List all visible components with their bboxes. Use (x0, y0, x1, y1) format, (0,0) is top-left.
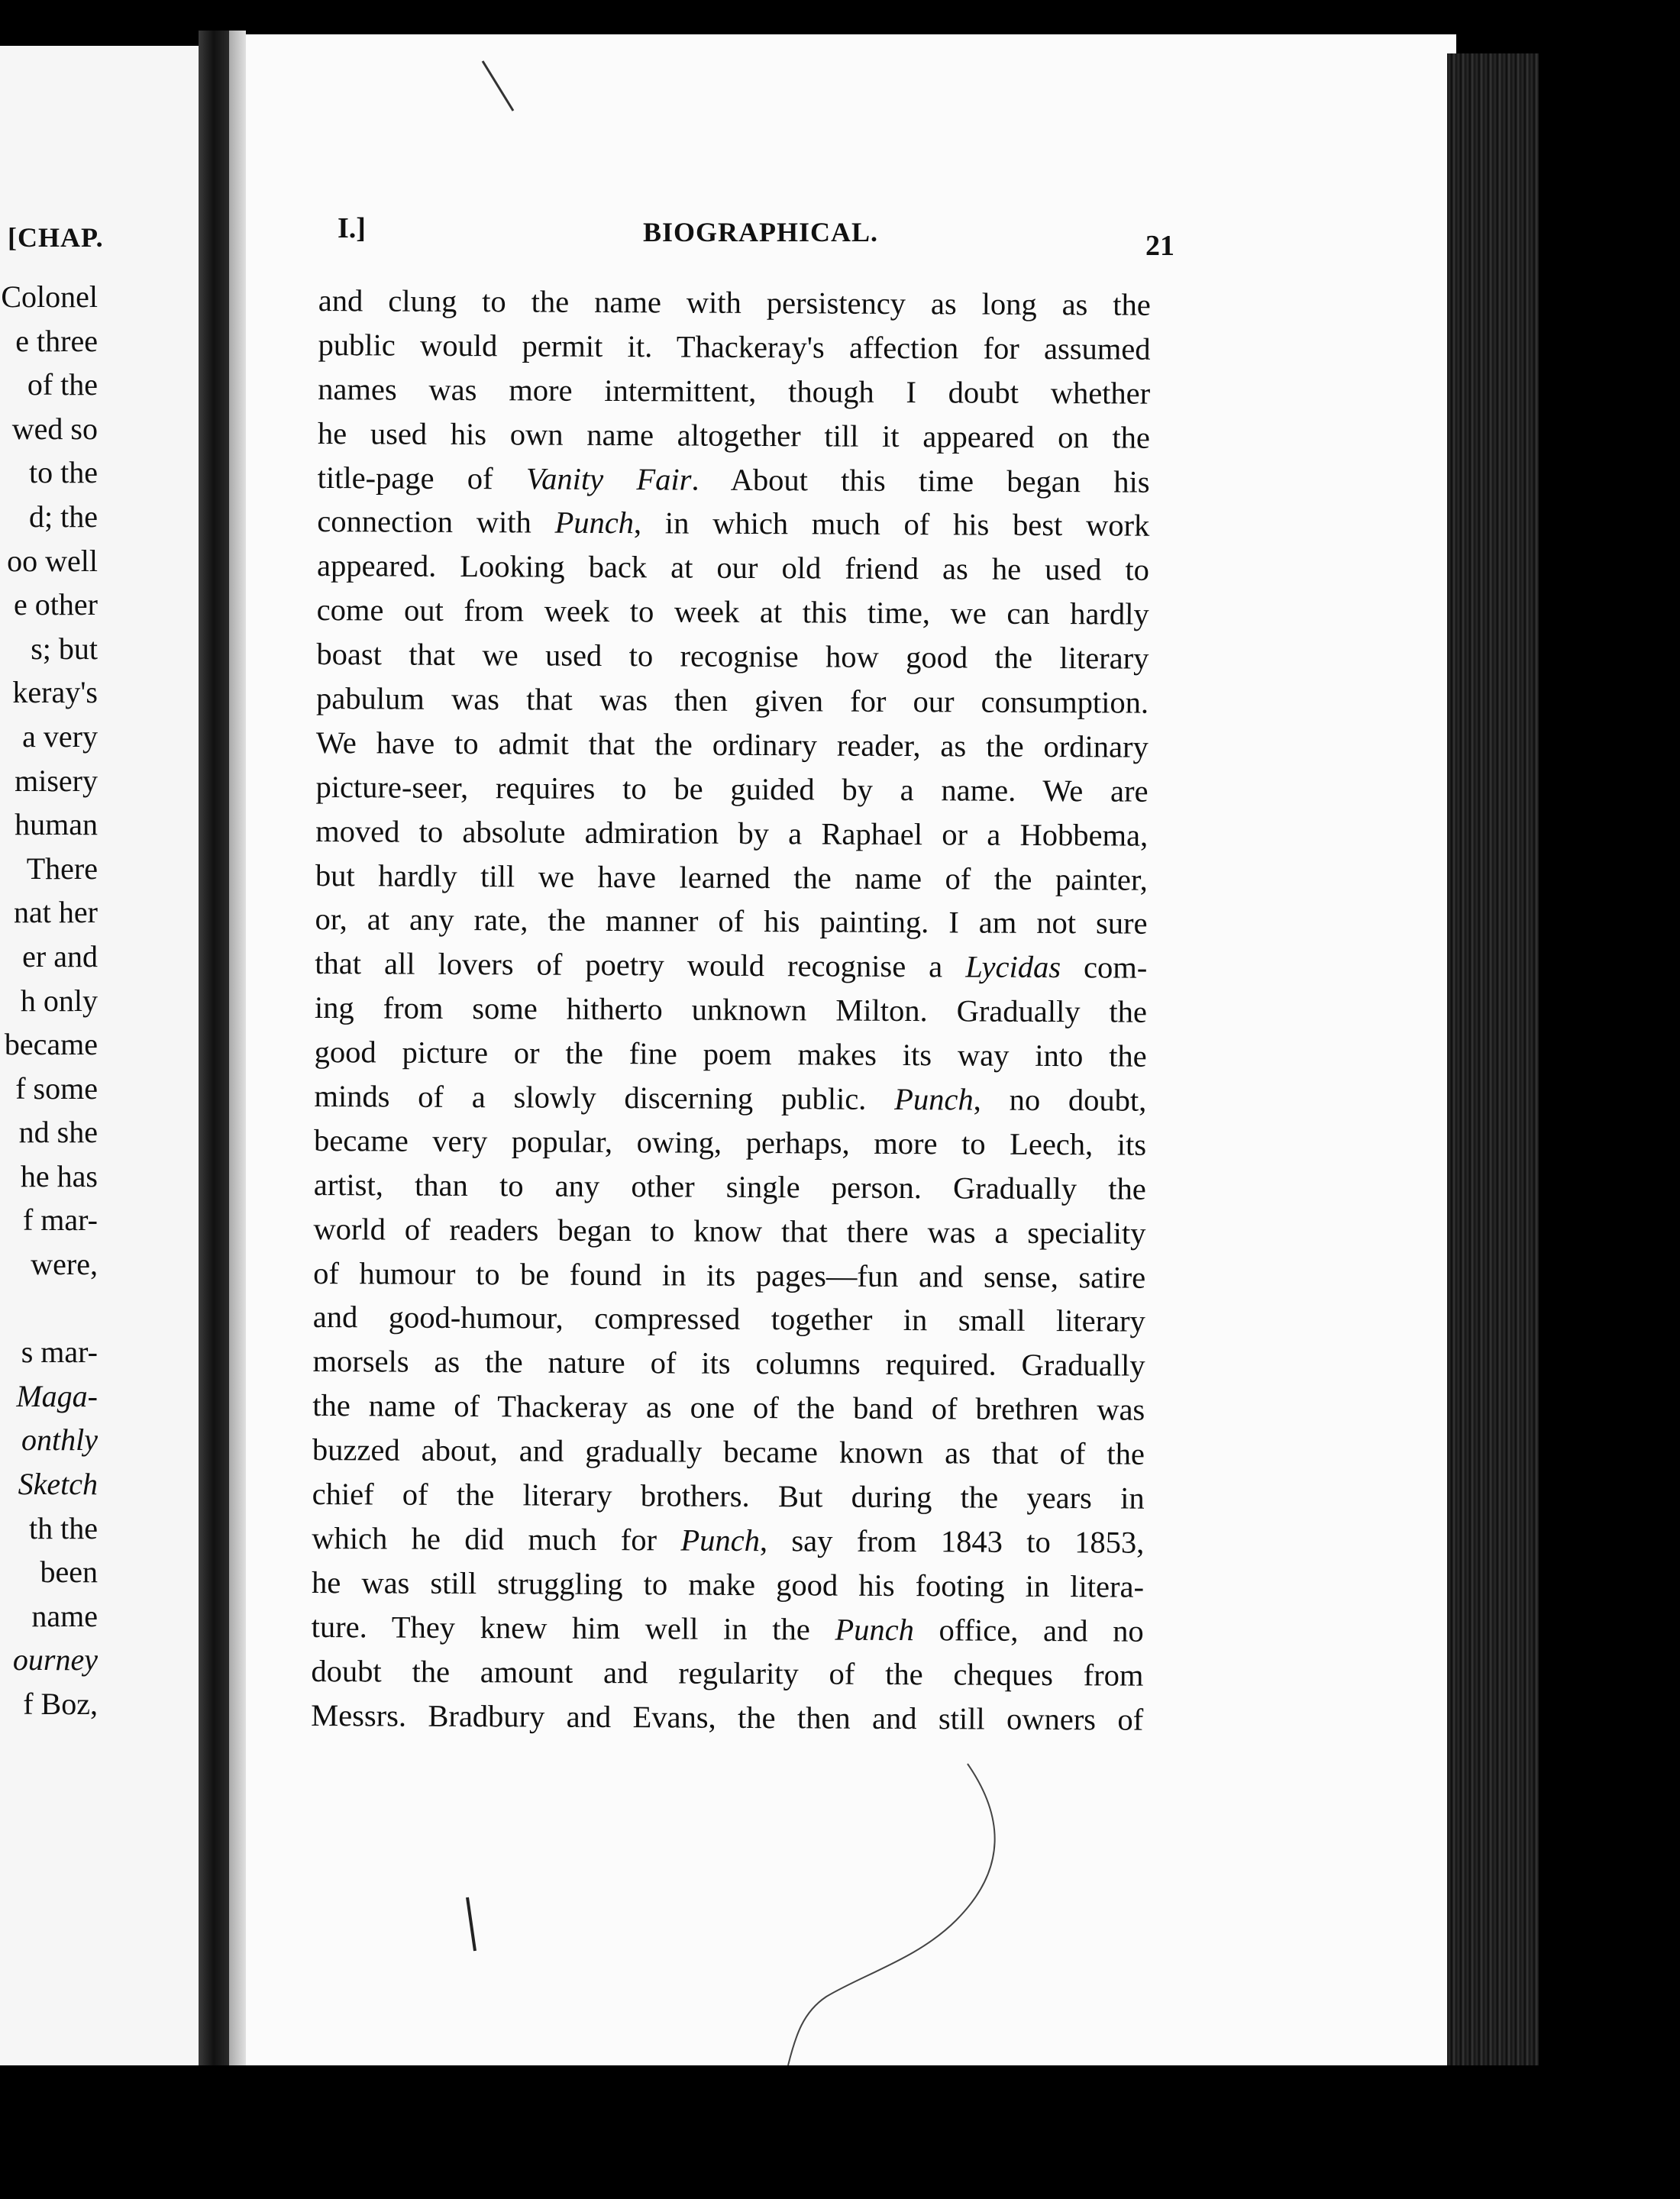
text-line: th the (29, 1510, 98, 1545)
text-line: misery (15, 763, 98, 798)
text-line: pabulum was that was then given for our consumption. (316, 681, 1149, 720)
text-line: Messrs. Bradbury and Evans, the then and still owners of (311, 1697, 1144, 1737)
text-line: the name of Thackeray as one of the band of brethren was (312, 1388, 1145, 1427)
text-line: connection with Punch, in which much of his best work (317, 504, 1150, 544)
text-line: or, at any rate, the manner of his painting. I am not sure (315, 902, 1148, 941)
text-line: morsels as the nature of its columns required. Gradually (312, 1344, 1145, 1384)
text-line: appeared. Looking back at our old friend as he used to (316, 548, 1150, 588)
chapter-marker: I.] (338, 212, 366, 244)
text-line: been (40, 1555, 98, 1590)
text-line: buzzed about, and gradually became known as that of the (312, 1432, 1145, 1471)
text-line: artist, than to any other single person. Gradually the (313, 1167, 1146, 1206)
scan-border-bottom (0, 2065, 1680, 2199)
text-line: good picture or the fine poem makes its way into the (314, 1035, 1147, 1074)
text-line: ture. They knew him well in the Punch office, and no (311, 1609, 1144, 1648)
text-line: s; but (31, 631, 98, 666)
text-line: f mar- (22, 1203, 98, 1238)
text-line: e other (14, 587, 98, 622)
text-line: became (4, 1027, 98, 1062)
text-line: chief of the literary brothers. But during the years in (312, 1477, 1145, 1516)
text-line: to the (29, 455, 98, 490)
text-line: he used his own name altogether till it appeared on the (317, 415, 1151, 455)
text-line: and good-humour, compressed together in small literary (312, 1300, 1145, 1339)
text-line: f Boz, (23, 1687, 98, 1721)
text-line: nd she (18, 1115, 98, 1150)
text-line: moved to absolute admiration by a Raphael or a Hobbema, (315, 813, 1149, 853)
text-line: er and (22, 938, 98, 974)
book-gutter (199, 31, 229, 2092)
scan-border-top (0, 0, 1680, 37)
text-line: human (15, 807, 98, 842)
text-line: a very (22, 718, 98, 754)
text-line: of humour to be found in its pages—fun and sense, satire (313, 1255, 1146, 1295)
page-number: 21 (1145, 230, 1174, 262)
left-running-head: [CHAP. (8, 222, 104, 253)
text-line: minds of a slowly discerning public. Punch, no doubt, (314, 1079, 1147, 1118)
left-page (0, 46, 199, 2077)
text-line: ourney (12, 1642, 98, 1678)
text-line: wed so (11, 411, 98, 446)
left-page-text (0, 275, 98, 1726)
text-line: but hardly till we have learned the name of the painter, (315, 857, 1149, 897)
text-line: he was still struggling to make good his footing in litera- (311, 1564, 1145, 1604)
text-line: public would permit it. Thackeray's affection for assumed (318, 327, 1151, 366)
text-line: d; the (29, 499, 98, 534)
text-line: Sketch (18, 1467, 98, 1502)
text-line: s mar- (21, 1335, 98, 1370)
text-line: and clung to the name with persistency as long as the (318, 283, 1151, 322)
text-line: come out from week to week at this time, we can hardly (316, 593, 1149, 631)
text-line: Colonel (1, 279, 98, 314)
text-line: keray's (12, 675, 98, 710)
text-line: became very popular, owing, perhaps, more to Leech, its (313, 1122, 1147, 1162)
text-line: were, (31, 1247, 98, 1282)
text-line: nat her (14, 895, 98, 930)
text-line: which he did much for Punch, say from 1843 to 1853, (312, 1520, 1145, 1560)
text-line: title-page of Vanity Fair. About this time began his (317, 460, 1150, 499)
text-line: he has (20, 1158, 98, 1193)
text-line: names was more intermittent, though I doubt whether (318, 371, 1151, 411)
text-line: There (26, 851, 98, 886)
text-line: that all lovers of poetry would recognise a Lycidas com- (315, 946, 1148, 986)
text-line: ing from some hitherto unknown Milton. Gradually the (314, 990, 1148, 1029)
right-page (246, 34, 1456, 2065)
text-line: We have to admit that the ordinary reader, as the ordinary (315, 725, 1149, 764)
running-head: BIOGRAPHICAL. (643, 217, 879, 247)
body-text (311, 279, 1151, 1742)
text-line: of the (27, 367, 98, 402)
text-line: picture-seer, requires to be guided by a name. We are (315, 769, 1149, 809)
text-line: world of readers began to know that there was a speciality (313, 1211, 1146, 1251)
text-line: oo well (7, 543, 98, 578)
text-line: name (31, 1598, 98, 1633)
text-line: doubt the amount and regularity of the cheques from (311, 1653, 1144, 1693)
page-fold-shadow (229, 31, 246, 2092)
text-line: Maga- (16, 1378, 98, 1413)
text-line: e three (15, 323, 98, 358)
text-line (0, 1287, 98, 1331)
text-line: boast that we used to recognise how good the literary (316, 637, 1149, 676)
text-line: onthly (21, 1422, 98, 1458)
text-line: f some (15, 1070, 98, 1106)
book-page-edges (1447, 53, 1539, 2069)
text-line: h only (20, 983, 98, 1018)
